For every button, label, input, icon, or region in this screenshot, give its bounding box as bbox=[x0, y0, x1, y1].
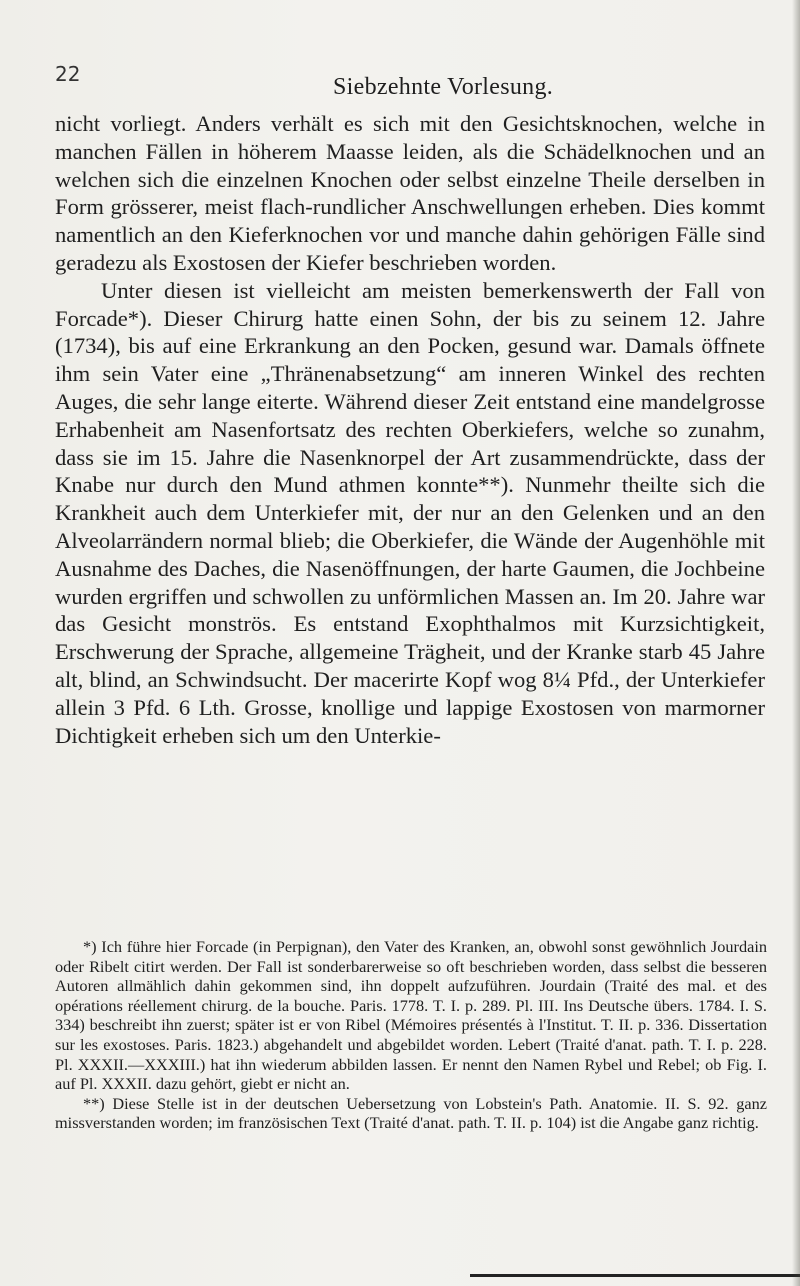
bottom-rule bbox=[470, 1274, 800, 1277]
main-text bbox=[55, 110, 765, 749]
page-edge-shadow bbox=[792, 0, 800, 1286]
footnote-2: **) Diese Stelle ist in der deutschen Uebersetzung von Lobstein's Path. Anatomie. II. S. 92. ganz missverstanden worden; im französischen Text (Traité d'anat. path. T. II. p. 104) ist die Angabe ganz richtig. bbox=[55, 1093, 767, 1133]
footnotes bbox=[55, 937, 767, 1133]
footnote-1: *) Ich führe hier Forcade (in Perpignan), den Vater des Kranken, an, obwohl sonst gewöhnlich Jourdain oder Ribelt citirt werden. Der Fall ist sonderbarerweise so oft beschrieben worden, dass selbst die besseren Autoren allmählich dahin gekommen sind, ihn doppelt aufzuführen. Jourdain (Traité des mal. et des opérations réellement chirurg. de la bouche. Paris. 1778. T. I. p. 289. Pl. III. Ins Deutsche übers. 1784. I. S. 334) beschreibt ihn zuerst; später ist er von Ribel (Mémoires présentés à l'Institut. T. II. p. 336. Dissertation sur les exostoses. Paris. 1823.) abgehandelt und abgebildet worden. Lebert (Traité d'anat. path. T. I. p. 228. Pl. XXXII.—XXXIII.) hat ihn wiederum abbilden lassen. Er nennt den Namen Rybel und Rebel; ob Fig. I. auf Pl. XXXII. dazu gehört, giebt er nicht an. bbox=[55, 937, 767, 1094]
page-header bbox=[55, 62, 755, 102]
page-number: 22 bbox=[55, 62, 81, 86]
body-paragraph-1: nicht vorliegt. Anders verhält es sich mit den Gesichtsknochen, welche in manchen Fällen in höherem Maasse leiden, als die Schädelknochen und an welchen sich die einzelnen Knochen oder selbst einzelne Theile derselben in Form grösserer, meist flach-rundlicher Anschwellungen erheben. Dies kommt namentlich an den Kieferknochen vor und manche dahin gehörigen Fälle sind geradezu als Exostosen der Kiefer beschrieben worden. bbox=[55, 111, 765, 275]
body-paragraph-2: Unter diesen ist vielleicht am meisten bemerkenswerth der Fall von Forcade*). Dieser Chirurg hatte einen Sohn, der bis zu seinem 12. Jahre (1734), bis auf eine Erkrankung an den Pocken, gesund war. Damals öffnete ihm sein Vater eine „Thränenabsetzung“ am inneren Winkel des rechten Auges, die sehr lange eiterte. Während dieser Zeit entstand eine mandelgrosse Erhabenheit am Nasenfortsatz des rechten Oberkiefers, welche so zunahm, dass sie im 15. Jahre die Nasenknorpel der Art zusammendrückte, dass der Knabe nur durch den Mund athmen konnte**). Nunmehr theilte sich die Krankheit auch dem Unterkiefer mit, der nur an den Gelenken und an den Alveolarrändern normal blieb; die Oberkiefer, die Wände der Augenhöhle mit Ausnahme des Daches, die Nasenöffnungen, der harte Gaumen, die Jochbeine wurden ergriffen und schwollen zu unförmlichen Massen an. Im 20. Jahre war das Gesicht monströs. Es entstand Exophthalmos mit Kurzsichtigkeit, Erschwerung der Sprache, allgemeine Trägheit, und der Kranke starb 45 Jahre alt, blind, an Schwindsucht. Der macerirte Kopf wog 8¼ Pfd., der Unterkiefer allein 3 Pfd. 6 Lth. Grosse, knollige und lappige Exostosen von marmorner Dichtigkeit erheben sich um den Unterkie- bbox=[55, 277, 765, 748]
running-head: Siebzehnte Vorlesung. bbox=[333, 74, 554, 100]
